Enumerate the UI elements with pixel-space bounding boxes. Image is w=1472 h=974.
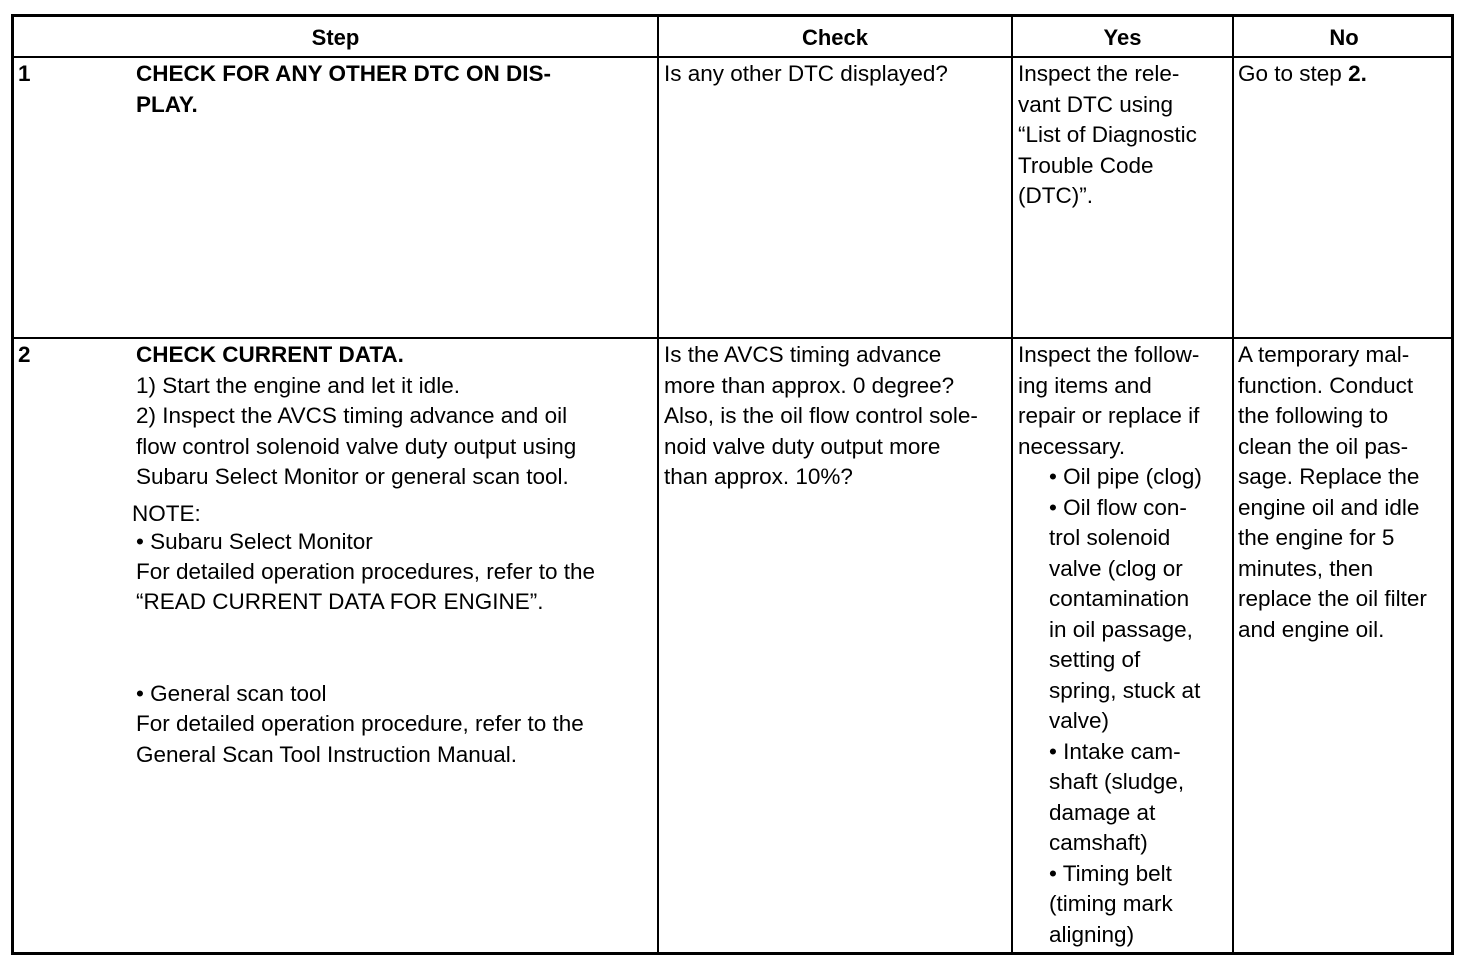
step-title-1: CHECK FOR ANY OTHER DTC ON DIS- PLAY. xyxy=(136,61,552,117)
step-content-2: CHECK CURRENT DATA. 1) Start the engine and let it idle. 2) Inspect the AVCS timing advance and oil flow control solenoid valve duty output using Subaru Select Monitor or general scan tool. NOTE: • Subaru Select Monitor For detailed operation procedures, refer to the “READ CURRENT DATA FOR ENGINE”. • General scan tool For detailed operation procedure, refer to the General Scan Tool Instruction Manual. xyxy=(132,342,596,767)
note-bullet-monitor: • Subaru Select Monitor xyxy=(136,528,373,554)
step-title-2: CHECK CURRENT DATA. xyxy=(136,342,404,367)
step-number-1: 1 xyxy=(18,61,31,86)
header-yes: Yes xyxy=(1103,25,1142,50)
yes-item-timing-belt: • Timing belt xyxy=(1049,860,1172,886)
no-text-2: A temporary mal- function. Conduct the following to clean the oil pas- sage. Replace the engine oil and idle the engine for 5 minutes, then replace the oil filter and engine oil. xyxy=(1238,342,1427,642)
diagnostic-table xyxy=(11,14,1454,955)
column-divider-yes xyxy=(1011,17,1013,952)
row-divider xyxy=(14,337,1451,339)
yes-item-solenoid: • Oil flow con- xyxy=(1049,494,1187,520)
next-step-reference: 2. xyxy=(1348,61,1367,86)
header-divider xyxy=(14,56,1451,58)
note-bullet-scan-tool: • General scan tool xyxy=(136,680,327,706)
header-no: No xyxy=(1329,25,1359,50)
yes-item-oil-pipe: • Oil pipe (clog) xyxy=(1049,464,1202,489)
check-text-1: Is any other DTC displayed? xyxy=(664,61,948,86)
header-check: Check xyxy=(801,25,869,50)
column-divider-check xyxy=(657,17,659,952)
yes-text-2: Inspect the follow- ing items and repair or replace if necessary. • Oil pipe (clog) • Oil flow con- trol solenoid valve (clog or contamination in oil passage, setting of spring, stuck at valve) • Intake cam- shaft (sludge, damage at camshaft) • Timing belt (timing mark aligning) xyxy=(1018,342,1202,947)
no-text-1: Go to step 2. xyxy=(1238,61,1367,86)
check-text-2: Is the AVCS timing advance more than approx. 0 degree? Also, is the oil flow control sole- noid valve duty output more than approx. 10%? xyxy=(664,342,978,489)
yes-item-camshaft: • Intake cam- xyxy=(1049,738,1181,764)
step-number-2: 2 xyxy=(18,342,31,367)
yes-text-1: Inspect the rele- vant DTC using “List of Diagnostic Trouble Code (DTC)”. xyxy=(1018,61,1197,208)
column-divider-no xyxy=(1232,17,1234,952)
note-label: NOTE: xyxy=(132,500,201,526)
header-step: Step xyxy=(311,25,360,50)
